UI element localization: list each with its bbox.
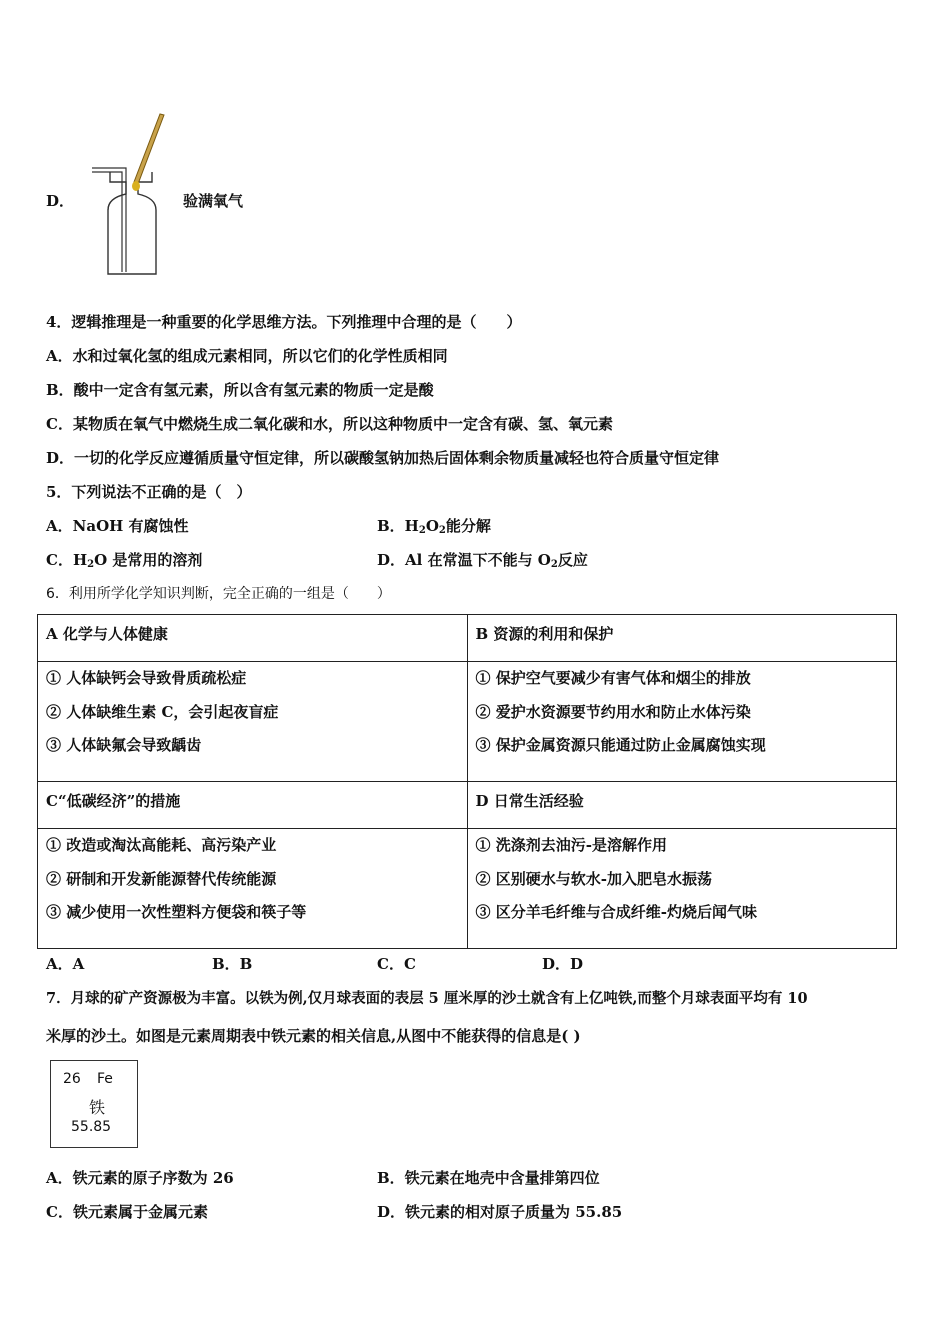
q6-b-item-1: ① 保护空气要减少有害气体和烟尘的排放 [475,669,751,687]
q6-d-item-1: ① 洗涤剂去油污-是溶解作用 [475,836,667,854]
q5-option-b: B．$H_2O_2$能分解 [377,517,491,536]
q6-cell-c-title: C“低碳经济”的措施 [38,782,468,829]
q6-cell-a-title: A 化学与人体健康 [38,615,468,662]
q6-option-d: D．D [542,955,584,973]
q6-c-item-2: ② 研制和开发新能源替代传统能源 [46,869,277,888]
q7-option-d: D．铁元素的相对原子质量为 55.85 [377,1203,623,1221]
q4-option-b: B．酸中一定含有氢元素，所以含有氢元素的物质一定是酸 [46,381,434,399]
q7-stem-line-1: 7．月球的矿产资源极为丰富。以铁为例,仅月球表面的表层 5 厘米厚的沙土就含有上亿吨铁,而整个月球表面平均有 10 [46,990,808,1007]
q6-table [37,614,897,949]
q7-option-b: B．铁元素在地壳中含量排第四位 [377,1169,600,1187]
element-atomic-mass: 55.85 [71,1119,112,1135]
q4-stem: 4．逻辑推理是一种重要的化学思维方法。下列推理中合理的是（ ） [46,313,522,331]
q6-cell-a-body [38,662,468,782]
q6-c-item-1: ① 改造或淘汰高能耗、高污染产业 [46,836,277,854]
q6-option-b: B．B [212,955,253,973]
q6-cell-b-body [467,662,897,782]
q3-option-d-label: D． [46,192,75,210]
q6-cell-b-title: B 资源的利用和保护 [467,615,897,662]
q6-cell-d-body [467,829,897,949]
gas-bottle-with-splint-illustration [90,110,170,280]
element-atomic-number: 26 [63,1071,81,1087]
q3-option-d-caption: 验满氧气 [183,192,244,210]
q4-option-c: C．某物质在氧气中燃烧生成二氧化碳和水，所以这种物质中一定含有碳、氢、氧元素 [46,415,613,433]
iron-element-card [50,1060,138,1148]
q6-a-item-3: ③ 人体缺氟会导致龋齿 [46,736,202,754]
element-name: 铁 [89,1098,106,1117]
q5-stem: 5．下列说法不正确的是（ ） [46,483,252,501]
q7-option-c: C．铁元素属于金属元素 [46,1203,208,1221]
q6-cell-c-body [38,829,468,949]
q7-option-a: A．铁元素的原子序数为 26 [46,1169,234,1187]
q5-option-a: A．NaOH 有腐蚀性 [46,517,189,535]
q6-option-c: C．C [377,955,416,973]
q6-cell-d-title: D 日常生活经验 [467,782,897,829]
q6-b-item-2: ② 爱护水资源要节约用水和防止水体污染 [475,702,751,721]
q6-d-item-3: ③ 区分羊毛纤维与合成纤维-灼烧后闻气味 [475,903,757,921]
q6-d-item-2: ② 区别硬水与软水-加入肥皂水振荡 [475,869,712,888]
q5-option-d: D．Al 在常温下不能与 $O_2$反应 [377,551,588,570]
q5-option-c: C．$H_2O$ 是常用的溶剂 [46,551,203,570]
element-symbol: Fe [97,1071,113,1087]
q6-option-a: A．A [46,955,85,973]
q6-stem: 6．利用所学化学知识判断，完全正确的一组是（ ） [46,586,391,602]
q6-b-item-3: ③ 保护金属资源只能通过防止金属腐蚀实现 [475,736,766,754]
q7-stem-line-2: 米厚的沙土。如图是元素周期表中铁元素的相关信息,从图中不能获得的信息是( ) [46,1027,581,1045]
q6-a-item-1: ① 人体缺钙会导致骨质疏松症 [46,669,247,687]
q4-option-d: D．一切的化学反应遵循质量守恒定律，所以碳酸氢钠加热后固体剩余物质量减轻也符合质量守恒定律 [46,449,720,467]
q6-a-item-2: ② 人体缺维生素 C，会引起夜盲症 [46,702,279,721]
q4-option-a: A．水和过氧化氢的组成元素相同，所以它们的化学性质相同 [46,347,448,365]
q6-c-item-3: ③ 减少使用一次性塑料方便袋和筷子等 [46,903,307,921]
